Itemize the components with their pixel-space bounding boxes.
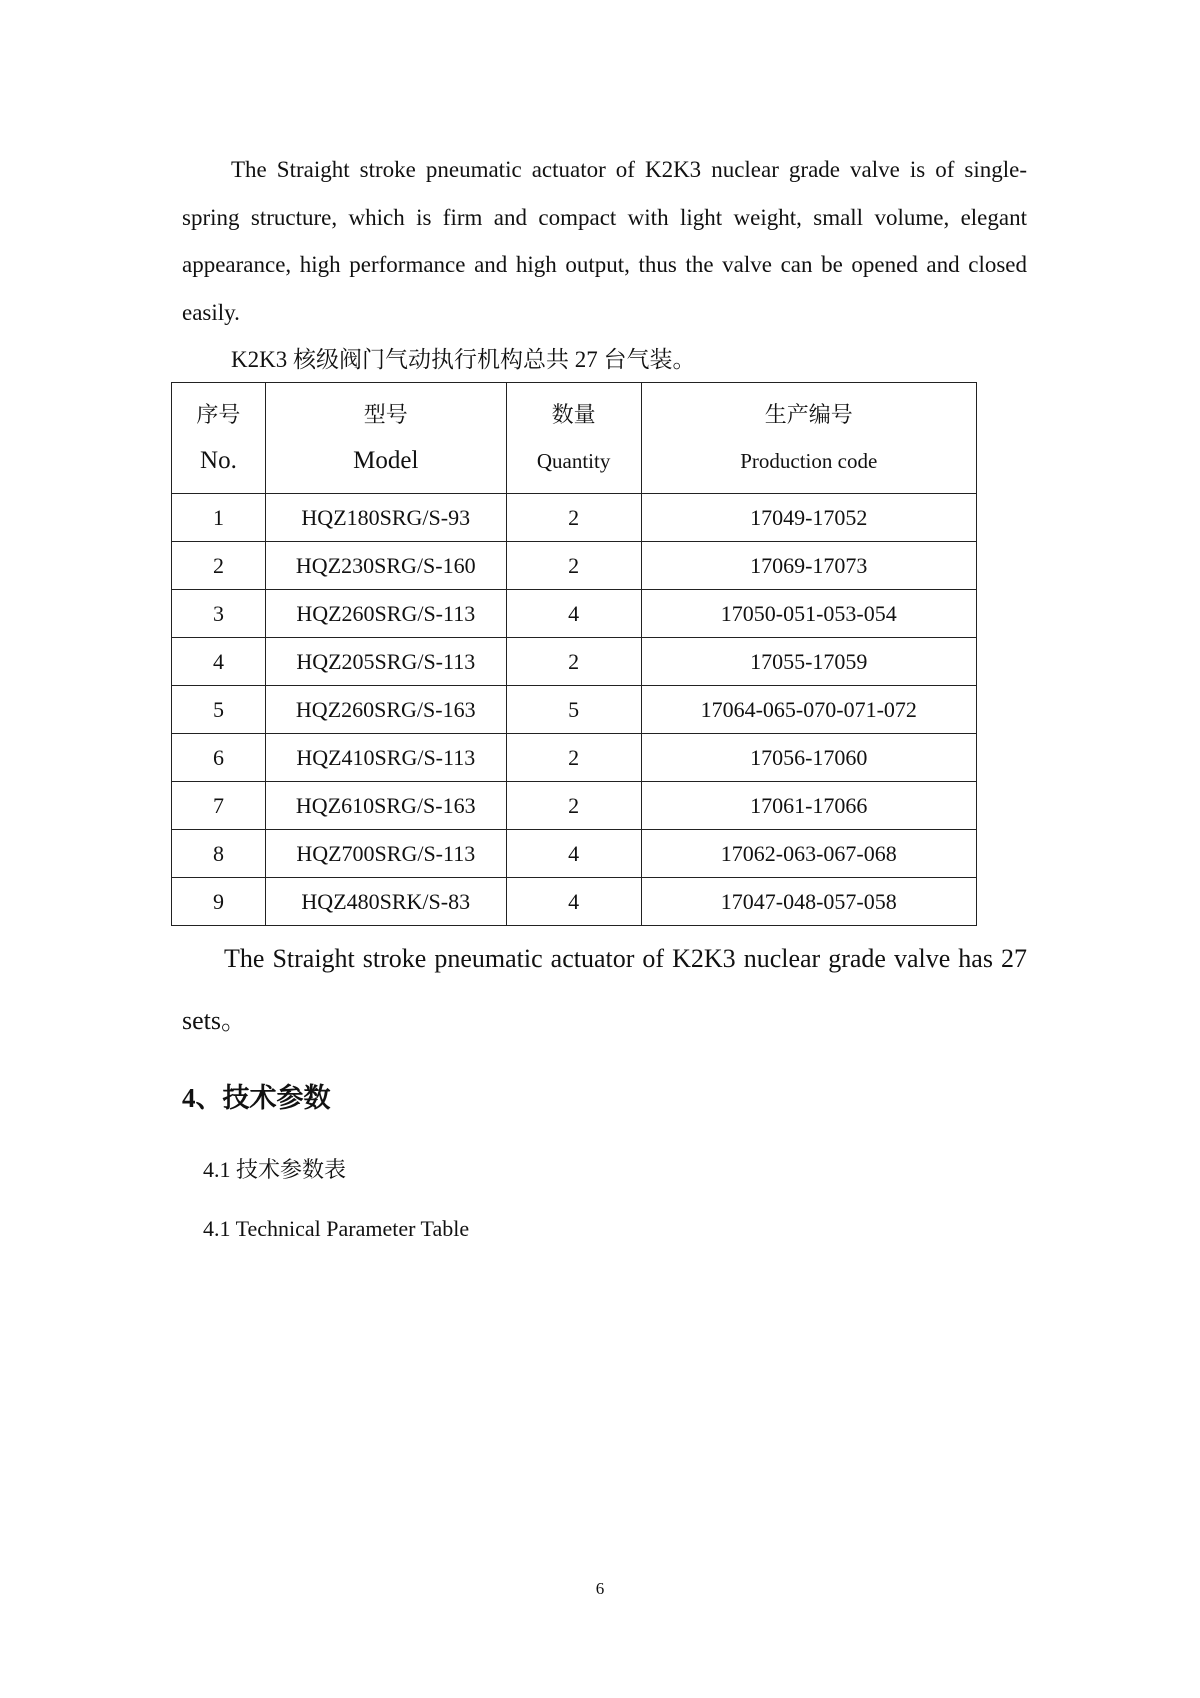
- header-quantity-cn: 数量: [551, 402, 596, 427]
- cell-production-code: 17056-17060: [641, 734, 976, 782]
- section-heading: 4、技术参数: [182, 1083, 331, 1113]
- table-row: [172, 734, 977, 782]
- header-no-cn: 序号: [196, 402, 241, 427]
- cell-no: 4: [172, 638, 266, 686]
- cell-quantity: 2: [506, 542, 641, 590]
- table-row: [172, 686, 977, 734]
- header-model: [265, 383, 506, 494]
- table-header-row: [172, 383, 977, 494]
- intro-paragraph: The Straight stroke pneumatic actuator of K2K3 nuclear grade valve is of single-spring structure, which is firm and compact with light weight, small volume, elegant appearance, high performance and high output, thus the valve can be opened and closed easily.: [182, 157, 1027, 325]
- cell-model: HQZ260SRG/S-113: [265, 590, 506, 638]
- cell-model: HQZ480SRK/S-83: [265, 878, 506, 926]
- table-row: [172, 830, 977, 878]
- cell-quantity: 2: [506, 494, 641, 542]
- cell-quantity: 2: [506, 734, 641, 782]
- subsection-title-en: 4.1 Technical Parameter Table: [203, 1216, 470, 1241]
- cell-model: HQZ230SRG/S-160: [265, 542, 506, 590]
- cell-no: 9: [172, 878, 266, 926]
- header-production-code-en: Production code: [740, 449, 878, 473]
- cell-no: 8: [172, 830, 266, 878]
- cell-no: 7: [172, 782, 266, 830]
- cell-production-code: 17055-17059: [641, 638, 976, 686]
- cell-production-code: 17061-17066: [641, 782, 976, 830]
- header-quantity: [506, 383, 641, 494]
- cell-model: HQZ260SRG/S-163: [265, 686, 506, 734]
- cell-no: 3: [172, 590, 266, 638]
- cell-no: 2: [172, 542, 266, 590]
- cell-production-code: 17050-051-053-054: [641, 590, 976, 638]
- header-production-code-cn: 生产编号: [764, 402, 853, 427]
- cell-production-code: 17062-063-067-068: [641, 830, 976, 878]
- cell-quantity: 2: [506, 638, 641, 686]
- table-row: [172, 494, 977, 542]
- cell-model: HQZ205SRG/S-113: [265, 638, 506, 686]
- actuator-table: [171, 382, 977, 926]
- cell-production-code: 17047-048-057-058: [641, 878, 976, 926]
- cell-quantity: 2: [506, 782, 641, 830]
- header-no-en: No.: [200, 447, 237, 474]
- table-row: [172, 638, 977, 686]
- cell-production-code: 17049-17052: [641, 494, 976, 542]
- cell-no: 1: [172, 494, 266, 542]
- chinese-summary: K2K3 核级阀门气动执行机构总共 27 台气装。: [231, 347, 696, 372]
- cell-production-code: 17064-065-070-071-072: [641, 686, 976, 734]
- cell-quantity: 4: [506, 590, 641, 638]
- subsection-title-cn: 4.1 技术参数表: [203, 1157, 347, 1182]
- page-number: 6: [595, 1579, 605, 1598]
- header-model-en: Model: [353, 447, 419, 474]
- header-model-cn: 型号: [363, 402, 408, 427]
- table-row: [172, 782, 977, 830]
- cell-model: HQZ610SRG/S-163: [265, 782, 506, 830]
- header-production-code: [641, 383, 976, 494]
- cell-model: HQZ410SRG/S-113: [265, 734, 506, 782]
- table-row: [172, 878, 977, 926]
- header-no: [172, 383, 266, 494]
- cell-quantity: 4: [506, 878, 641, 926]
- cell-quantity: 4: [506, 830, 641, 878]
- cell-model: HQZ180SRG/S-93: [265, 494, 506, 542]
- header-quantity-en: Quantity: [536, 449, 611, 473]
- cell-production-code: 17069-17073: [641, 542, 976, 590]
- english-summary: The Straight stroke pneumatic actuator of K2K3 nuclear grade valve has 27 sets。: [182, 944, 1027, 1035]
- cell-model: HQZ700SRG/S-113: [265, 830, 506, 878]
- table-row: [172, 590, 977, 638]
- cell-no: 6: [172, 734, 266, 782]
- table-row: [172, 542, 977, 590]
- cell-quantity: 5: [506, 686, 641, 734]
- cell-no: 5: [172, 686, 266, 734]
